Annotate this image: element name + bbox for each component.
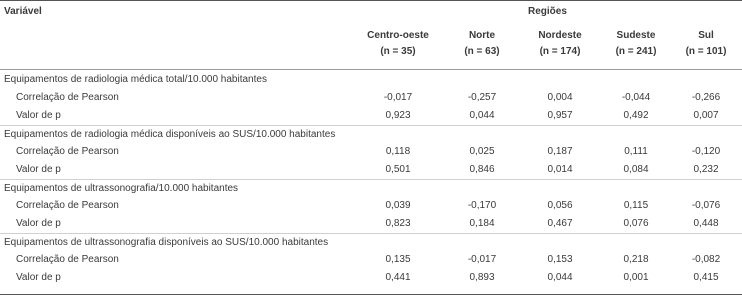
table-row [0, 89, 742, 107]
cell-sudeste: 0,492 [623, 110, 649, 121]
row-label: Valor de p [16, 218, 61, 229]
column-header-centro-oeste [358, 28, 438, 60]
row-label: Valor de p [16, 272, 61, 283]
section-title: Equipamentos de radiologia médica total/10.000 habitantes [4, 74, 267, 85]
cell-sul: 0,415 [693, 272, 719, 283]
section-title-row [0, 71, 742, 89]
table-row [0, 107, 742, 125]
cell-sul: 0,007 [693, 110, 719, 121]
cell-nordeste: 0,004 [547, 92, 573, 103]
column-name: Nordeste [538, 30, 582, 41]
cell-centro-oeste: 0,118 [385, 146, 411, 157]
cell-centro-oeste: -0,017 [383, 92, 413, 103]
table-row [0, 143, 742, 161]
column-header-sul [666, 28, 742, 60]
column-header-norte [442, 28, 522, 60]
cell-nordeste: 0,044 [547, 272, 573, 283]
table-row [0, 161, 742, 179]
cell-centro-oeste: 0,923 [385, 110, 411, 121]
column-name: Norte [468, 30, 496, 41]
cell-sudeste: 0,076 [623, 218, 649, 229]
cell-nordeste: 0,153 [547, 254, 573, 265]
bottom-rule [0, 294, 742, 295]
cell-centro-oeste: 0,135 [385, 254, 411, 265]
row-label: Valor de p [16, 164, 61, 175]
cell-sul: -0,076 [691, 200, 721, 211]
section-title: Equipamentos de radiologia médica disponíveis ao SUS/10.000 habitantes [4, 129, 336, 140]
cell-nordeste: 0,467 [547, 218, 573, 229]
section-title-row [0, 233, 742, 252]
cell-norte: -0,170 [467, 200, 497, 211]
cell-sudeste: 0,115 [623, 200, 649, 211]
cell-sudeste: 0,001 [623, 272, 649, 283]
table-row [0, 215, 742, 233]
cell-sul: -0,266 [691, 92, 721, 103]
section-title: Equipamentos de ultrassonografia/10.000 habitantes [4, 183, 239, 194]
cell-norte: 0,184 [469, 218, 495, 229]
row-label: Correlação de Pearson [16, 200, 119, 211]
row-label: Correlação de Pearson [16, 254, 119, 265]
variable-header: Variável [4, 6, 42, 17]
cell-sul: -0,082 [691, 254, 721, 265]
column-name: Sul [698, 30, 714, 41]
cell-sul: 0,448 [693, 218, 719, 229]
cell-norte: 0,044 [469, 110, 495, 121]
cell-norte: -0,257 [467, 92, 497, 103]
top-rule [0, 0, 742, 1]
table-row [0, 251, 742, 269]
cell-nordeste: 0,014 [547, 164, 573, 175]
column-name: Centro-oeste [367, 30, 429, 41]
cell-sudeste: -0,044 [621, 92, 651, 103]
column-header-nordeste [520, 28, 600, 60]
row-label: Valor de p [16, 110, 61, 121]
cell-norte: 0,846 [469, 164, 495, 175]
cell-nordeste: 0,056 [547, 200, 573, 211]
section-title: Equipamentos de ultrassonografia disponíveis ao SUS/10.000 habitantes [4, 237, 329, 248]
column-name: Sudeste [616, 30, 656, 41]
cell-norte: -0,017 [467, 254, 497, 265]
cell-norte: 0,893 [469, 272, 495, 283]
column-n: (n = 241) [615, 46, 657, 57]
table-row [0, 269, 742, 287]
cell-norte: 0,025 [469, 146, 495, 157]
header-rule [0, 69, 742, 70]
row-label: Correlação de Pearson [16, 92, 119, 103]
table-row [0, 197, 742, 215]
column-n: (n = 174) [539, 46, 581, 57]
cell-centro-oeste: 0,501 [385, 164, 411, 175]
cell-centro-oeste: 0,039 [385, 200, 411, 211]
regions-header: Regiões [528, 6, 567, 17]
row-label: Correlação de Pearson [16, 146, 119, 157]
cell-centro-oeste: 0,823 [385, 218, 411, 229]
cell-nordeste: 0,957 [547, 110, 573, 121]
cell-sul: -0,120 [691, 146, 721, 157]
cell-sudeste: 0,111 [624, 146, 648, 157]
cell-sul: 0,232 [693, 164, 719, 175]
cell-nordeste: 0,187 [547, 146, 573, 157]
cell-sudeste: 0,218 [623, 254, 649, 265]
section-title-row [0, 179, 742, 198]
column-n: (n = 101) [685, 46, 727, 57]
cell-centro-oeste: 0,441 [385, 272, 411, 283]
section-title-row [0, 125, 742, 144]
column-n: (n = 35) [380, 46, 416, 57]
column-n: (n = 63) [464, 46, 500, 57]
cell-sudeste: 0,084 [623, 164, 649, 175]
column-header-sudeste [596, 28, 676, 60]
